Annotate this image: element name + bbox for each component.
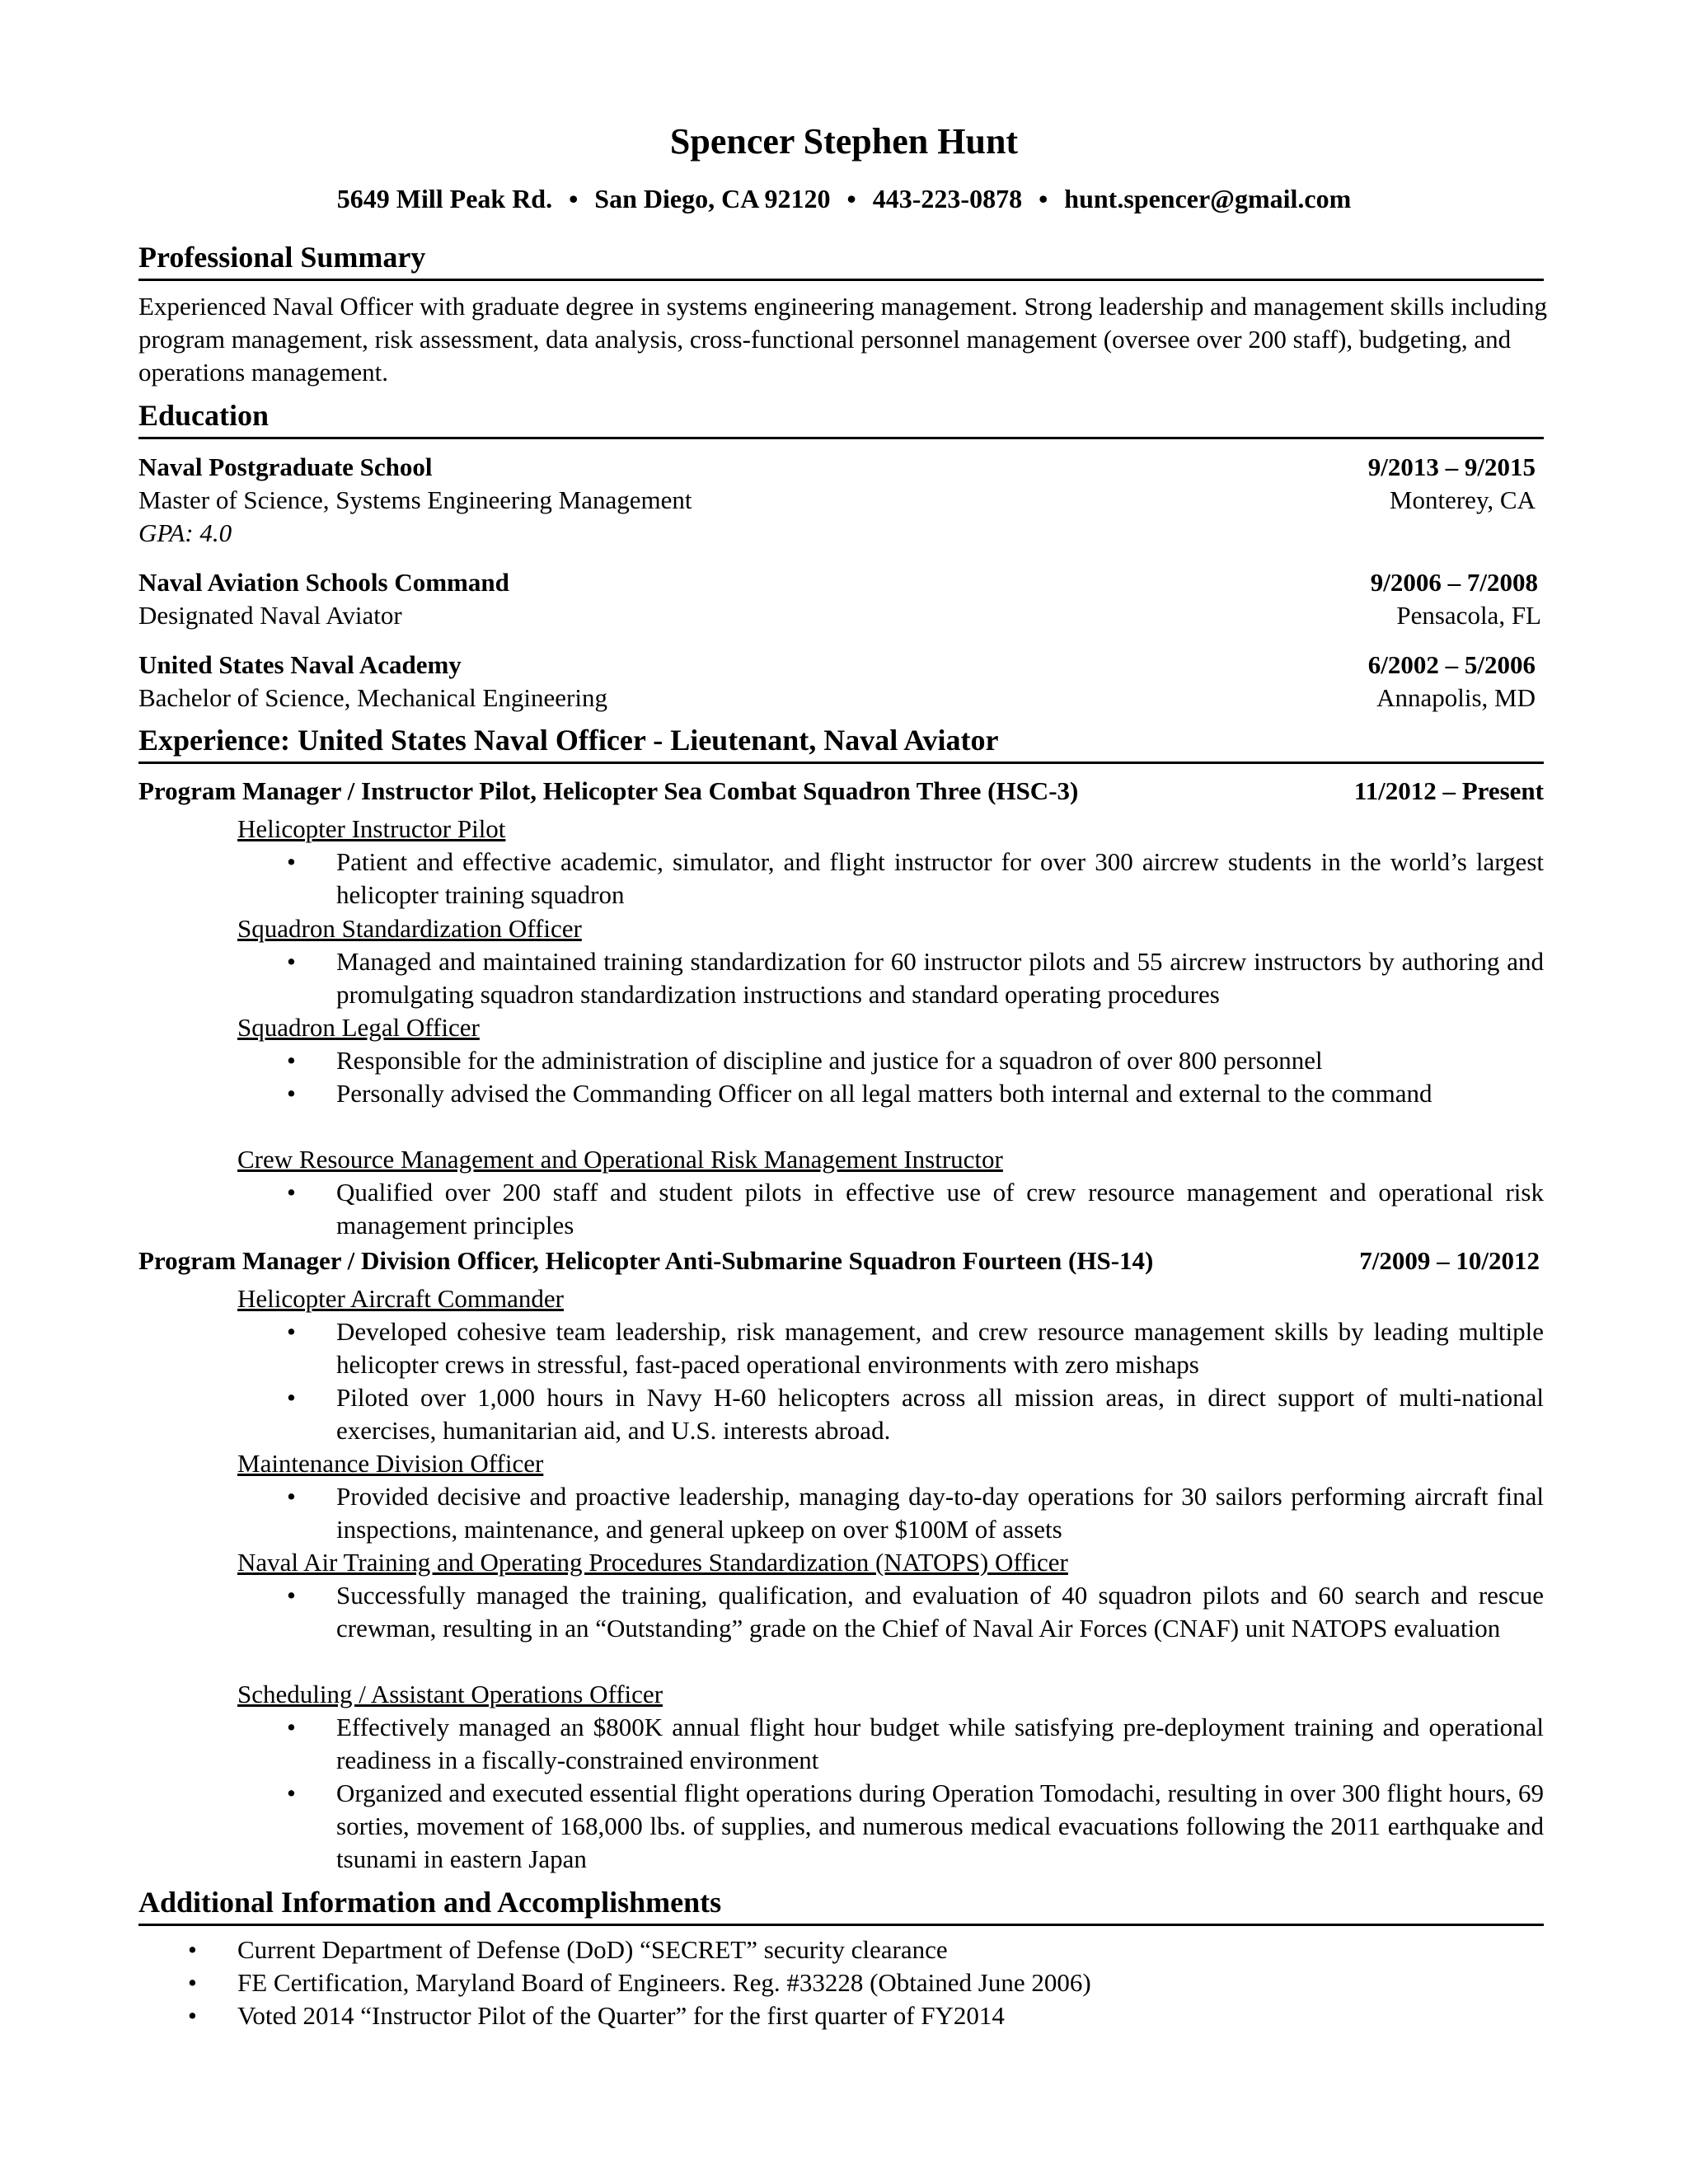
bullet-text: Developed cohesive team leadership, risk management, and crew resource management skills by leading multiple helicopter crews in stressful, fast-paced operational environments with zero mishaps [336,1317,1544,1379]
role-title: Scheduling / Assistant Operations Officer [237,1680,663,1708]
experience-heading: Experience: United States Naval Officer - Lieutenant, Naval Aviator [138,724,999,757]
school-dates: 6/2002 – 5/2006 [1367,650,1536,679]
bullet-icon: • [287,847,296,876]
accomplishment-item: Voted 2014 “Instructor Pilot of the Quarter” for the first quarter of FY2014 [237,2001,1005,2030]
degree: Designated Naval Aviator [138,601,402,630]
job-dates: 7/2009 – 10/2012 [1359,1246,1540,1275]
bullet-icon: • [287,1581,296,1610]
gpa: GPA: 4.0 [138,518,232,547]
bullet-text: Qualified over 200 staff and student pilots in effective use of crew resource management and operational risk management principles [336,1178,1544,1240]
job-row [138,1244,1544,1277]
email[interactable]: hunt.spencer@gmail.com [1064,184,1352,213]
school-row [138,566,1544,599]
bullet-text: Successfully managed the training, qualification, and evaluation of 40 squadron pilots and 60 search and rescue crewman, resulting in an “Outstanding” grade on the Chief of Naval Air Forces (CNAF) unit NATOPS evaluation [336,1581,1544,1643]
bullet-icon: • [188,1968,197,1997]
bullet-icon: • [287,1482,296,1511]
separator: • [846,184,856,213]
school-location: Monterey, CA [1389,485,1536,514]
bullet-icon: • [188,2001,197,2030]
job-title: Program Manager / Division Officer, Helicopter Anti-Submarine Squadron Fourteen (HS-14) [138,1246,1154,1275]
role-title: Helicopter Aircraft Commander [237,1284,564,1313]
role-title: Helicopter Instructor Pilot [237,814,506,843]
additional-heading: Additional Information and Accomplishments [138,1886,722,1919]
school-row [138,451,1544,484]
bullet-text: Managed and maintained training standardization for 60 instructor pilots and 55 aircrew instructors by authoring and promulgating squadron standardization instructions and standard operating procedures [336,947,1544,1009]
bullet-icon: • [287,1317,296,1346]
bullet-text: Effectively managed an $800K annual flight hour budget while satisfying pre-deployment training and operational readiness in a fiscally-constrained environment [336,1713,1544,1774]
bullet-icon: • [287,1713,296,1741]
section-divider [138,1924,1544,1926]
degree-row [138,599,1544,632]
job-row [138,775,1544,808]
bullet-icon: • [287,1046,296,1075]
school-dates: 9/2006 – 7/2008 [1370,568,1538,597]
contact-line [0,180,1688,218]
separator: • [569,184,579,213]
summary-text: Experienced Naval Officer with graduate degree in systems engineering management. Strong leadership and management skills including program management, risk assessment, data analysis, cross-functional personnel management (oversee over 200 staff), budgeting, and operations management. [138,292,1548,387]
job-title: Program Manager / Instructor Pilot, Helicopter Sea Combat Squadron Three (HSC-3) [138,776,1079,805]
bullet-icon: • [188,1935,197,1964]
separator: • [1039,184,1048,213]
bullet-icon: • [287,947,296,976]
school-dates: 9/2013 – 9/2015 [1367,452,1536,481]
summary-heading: Professional Summary [138,241,426,274]
role-title: Maintenance Division Officer [237,1449,544,1478]
school-name: Naval Aviation Schools Command [138,568,509,597]
school-location: Pensacola, FL [1396,601,1541,630]
degree: Master of Science, Systems Engineering Management [138,485,692,514]
role-title: Squadron Standardization Officer [237,914,582,943]
school-name: United States Naval Academy [138,650,462,679]
degree: Bachelor of Science, Mechanical Engineering [138,683,607,712]
role-title: Squadron Legal Officer [237,1013,480,1042]
city: San Diego, CA 92120 [594,184,831,213]
candidate-name: Spencer Stephen Hunt [669,121,1019,162]
education-heading: Education [138,399,270,432]
section-divider [138,437,1544,439]
section-divider [138,279,1544,281]
accomplishment-item: Current Department of Defense (DoD) “SECRET” security clearance [237,1935,948,1964]
bullet-icon: • [287,1383,296,1412]
job-dates: 11/2012 – Present [1353,776,1544,805]
degree-row [138,682,1544,715]
role-title: Naval Air Training and Operating Procedures Standardization (NATOPS) Officer [237,1548,1068,1577]
bullet-icon: • [287,1178,296,1207]
degree-row [138,484,1544,517]
school-row [138,649,1544,682]
bullet-icon: • [287,1079,296,1108]
school-location: Annapolis, MD [1376,683,1536,712]
bullet-text: Organized and executed essential flight operations during Operation Tomodachi, resulting in over 300 flight hours, 69 sorties, movement of 168,000 lbs. of supplies, and numerous medical evacuations following the 2011 earthquake and tsunami in eastern Japan [336,1779,1544,1873]
bullet-text: Responsible for the administration of discipline and justice for a squadron of over 800 personnel [336,1046,1323,1075]
section-divider [138,762,1544,764]
bullet-text: Personally advised the Commanding Officer on all legal matters both internal and external to the command [336,1079,1432,1108]
address: 5649 Mill Peak Rd. [336,184,553,213]
bullet-text: Piloted over 1,000 hours in Navy H-60 helicopters across all mission areas, in direct support of multi-national exercises, humanitarian aid, and U.S. interests abroad. [336,1383,1544,1445]
role-title: Crew Resource Management and Operational Risk Management Instructor [237,1145,1003,1174]
school-name: Naval Postgraduate School [138,452,433,481]
bullet-text: Patient and effective academic, simulator, and flight instructor for over 300 aircrew students in the world’s largest helicopter training squadron [336,847,1544,909]
gpa-row [138,517,1544,550]
phone: 443-223-0878 [872,184,1023,213]
bullet-icon: • [287,1779,296,1807]
accomplishment-item: FE Certification, Maryland Board of Engineers. Reg. #33228 (Obtained June 2006) [237,1968,1091,1997]
bullet-text: Provided decisive and proactive leadership, managing day-to-day operations for 30 sailors performing aircraft final inspections, maintenance, and general upkeep on over $100M of assets [336,1482,1544,1544]
